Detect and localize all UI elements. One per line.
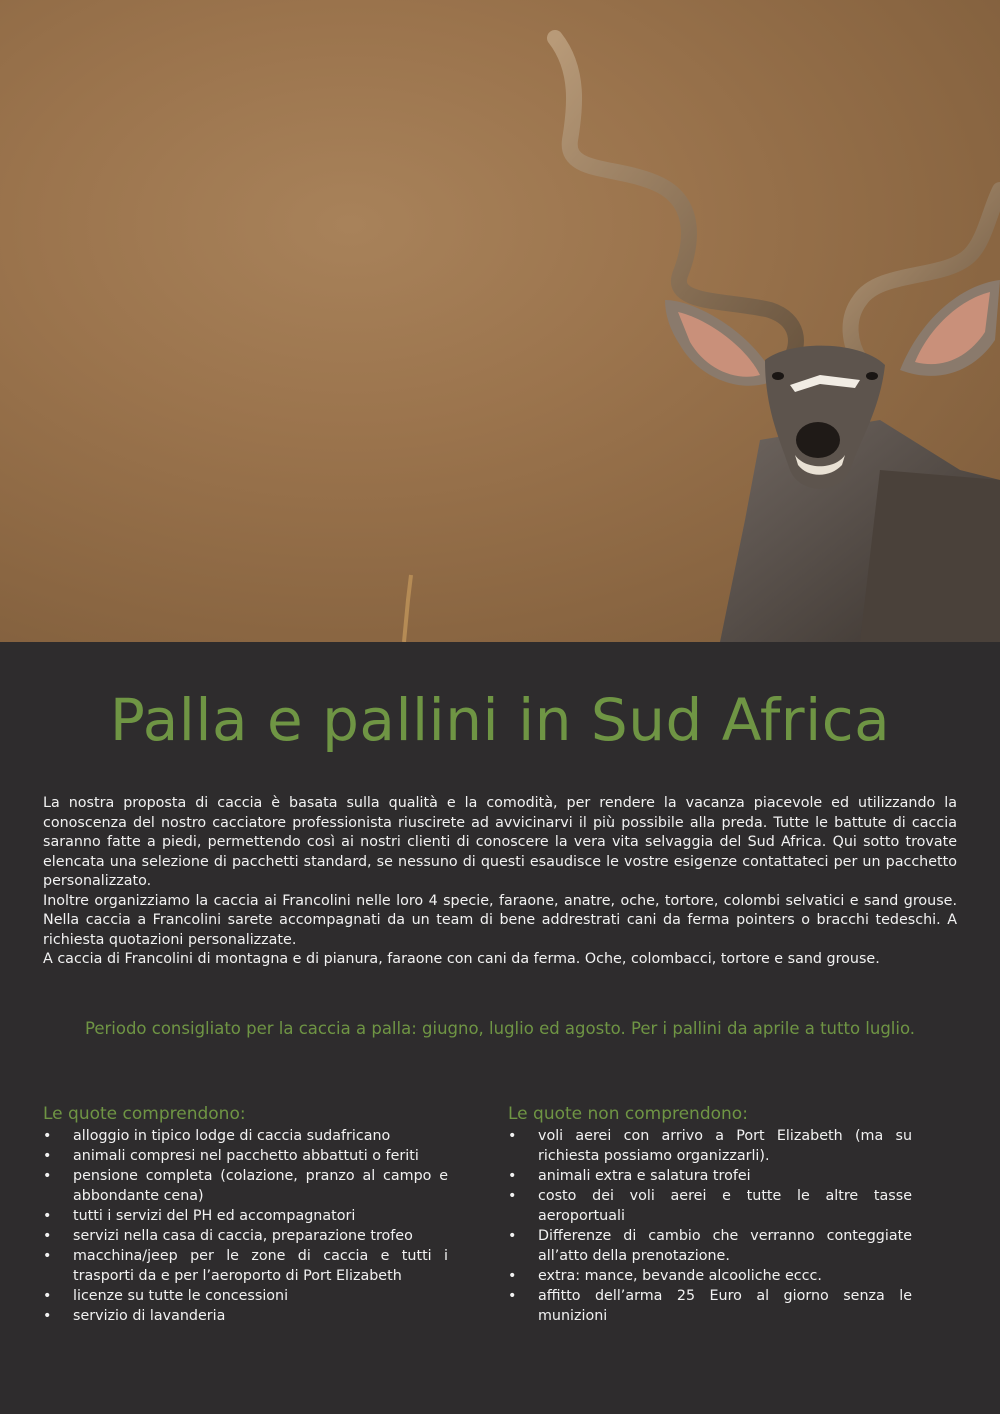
list-item bbox=[508, 1286, 912, 1326]
list-item bbox=[43, 1206, 448, 1226]
list-item bbox=[43, 1226, 448, 1246]
bullet: • bbox=[43, 1148, 52, 1164]
list-item bbox=[43, 1306, 448, 1326]
kudu-illustration bbox=[0, 0, 1000, 642]
page-title: Palla e pallini in Sud Africa bbox=[109, 686, 891, 754]
list-item-text: tutti i servizi del PH ed accompagnatori bbox=[73, 1208, 356, 1224]
list-item-text: costo dei voli aerei e tutte le altre tasse aeroportuali bbox=[538, 1188, 912, 1224]
list-item-text: alloggio in tipico lodge di caccia sudafricano bbox=[73, 1128, 391, 1144]
list-item bbox=[508, 1166, 912, 1186]
included-section bbox=[43, 1102, 448, 1326]
list-item-text: affitto dell’arma 25 Euro al giorno senza le munizioni bbox=[538, 1288, 912, 1324]
list-item-text: extra: mance, bevande alcooliche eccc. bbox=[538, 1268, 822, 1284]
list-item-text: servizi nella casa di caccia, preparazione trofeo bbox=[73, 1228, 413, 1244]
recommended-period: Periodo consigliato per la caccia a palla: giugno, luglio ed agosto. Per i pallini da aprile a tutto luglio. bbox=[84, 1019, 916, 1038]
excluded-heading: Le quote non comprendono: bbox=[508, 1104, 748, 1124]
bullet: • bbox=[508, 1168, 517, 1184]
list-item bbox=[508, 1226, 912, 1266]
bullet: • bbox=[43, 1168, 52, 1184]
intro-paragraph: A caccia di Francolini di montagna e di pianura, faraone con cani da ferma. Oche, colombacci, tortore e sand grouse. bbox=[43, 951, 880, 967]
intro-text bbox=[43, 794, 957, 970]
intro-paragraph: Inoltre organizziamo la caccia ai Francolini nelle loro 4 specie, faraone, anatre, oche, tortore, colombi selvatici e sand grouse. Nella caccia a Francolini sarete accompagnati da un team di bene addrestrati cani da ferma pointers o bracchi tedeschi. A richiesta quotazioni personalizzate. bbox=[43, 892, 957, 948]
bullet: • bbox=[43, 1208, 52, 1224]
content-panel bbox=[0, 642, 1000, 1414]
excluded-list bbox=[508, 1126, 912, 1326]
list-item bbox=[43, 1166, 448, 1206]
intro-paragraph: La nostra proposta di caccia è basata sulla qualità e la comodità, per rendere la vacanza piacevole ed utilizzando la conoscenza del nostro cacciatore professionista riuscirete ad avvicinarvi il più possibile alla preda. Tutte le battute di caccia saranno fatte a piedi, permettendo così ai nostri clienti di conoscere la vera vita selvaggia del Sud Africa. Qui sotto trovate elencata una selezione di pacchetti standard, se nessuno di questi esaudisce le vostre esigenze contattateci per un pacchetto personalizzato. bbox=[43, 795, 957, 889]
list-item-text: voli aerei con arrivo a Port Elizabeth (ma su richiesta possiamo organizzarli). bbox=[538, 1128, 912, 1164]
list-item bbox=[508, 1266, 912, 1286]
list-item bbox=[508, 1126, 912, 1166]
list-item-text: pensione completa (colazione, pranzo al campo e abbondante cena) bbox=[73, 1168, 448, 1204]
bullet: • bbox=[508, 1228, 517, 1244]
list-item bbox=[43, 1286, 448, 1306]
list-item-text: Differenze di cambio che verranno conteggiate all’atto della prenotazione. bbox=[538, 1228, 912, 1264]
list-item bbox=[43, 1146, 448, 1166]
bullet: • bbox=[508, 1188, 517, 1204]
hero-photo-kudu bbox=[0, 0, 1000, 642]
bullet: • bbox=[43, 1128, 52, 1144]
excluded-section bbox=[508, 1102, 912, 1326]
list-item bbox=[508, 1186, 912, 1226]
included-list bbox=[43, 1126, 448, 1326]
included-heading: Le quote comprendono: bbox=[43, 1104, 246, 1124]
list-item bbox=[43, 1126, 448, 1146]
list-item-text: macchina/jeep per le zone di caccia e tutti i trasporti da e per l’aeroporto di Port Elizabeth bbox=[73, 1248, 448, 1284]
bullet: • bbox=[508, 1268, 517, 1284]
bullet: • bbox=[43, 1228, 52, 1244]
bullet: • bbox=[508, 1128, 517, 1144]
bullet: • bbox=[508, 1288, 517, 1304]
list-item-text: animali extra e salatura trofei bbox=[538, 1168, 751, 1184]
bullet: • bbox=[43, 1248, 52, 1264]
list-item-text: animali compresi nel pacchetto abbattuti o feriti bbox=[73, 1148, 419, 1164]
bullet: • bbox=[43, 1308, 52, 1324]
bullet: • bbox=[43, 1288, 52, 1304]
list-item-text: servizio di lavanderia bbox=[73, 1308, 226, 1324]
list-item bbox=[43, 1246, 448, 1286]
list-item-text: licenze su tutte le concessioni bbox=[73, 1288, 289, 1304]
